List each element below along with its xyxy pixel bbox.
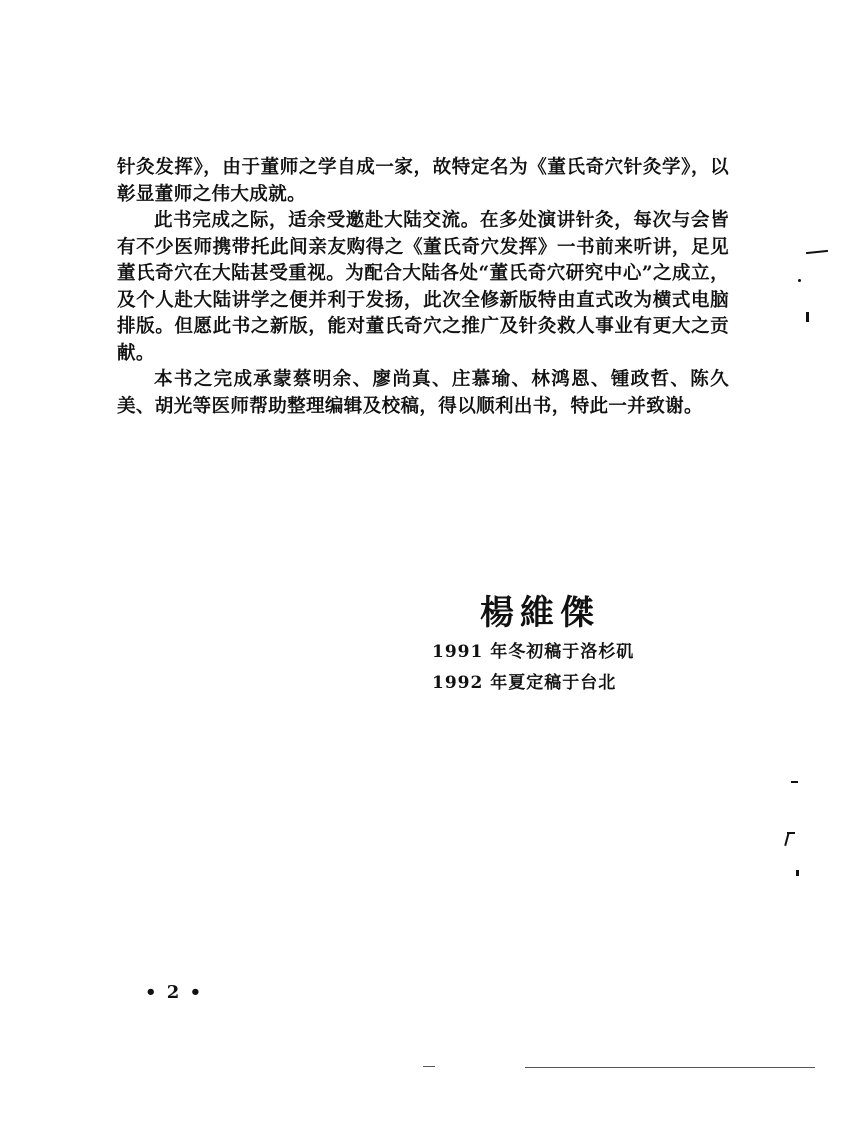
final-date-line: 1992 年夏定稿于台北 (432, 673, 617, 693)
page-number: • 2 • (145, 982, 204, 1003)
scan-artifact (791, 781, 798, 783)
scan-artifact (796, 870, 799, 876)
scan-artifact (806, 312, 809, 322)
paragraph-acknowledgements: 本书之完成承蒙蔡明余、廖尚真、庄慕瑜、林鸿恩、锺政哲、陈久美、胡光等医师帮助整理编辑及校稿，得以顺利出书，特此一并致谢。 (117, 369, 729, 417)
scan-artifact (798, 279, 801, 282)
paragraph-continuation: 针灸发挥》，由于董师之学自成一家，故特定名为《董氏奇穴针灸学》，以彰显董师之伟大成就。 (117, 157, 729, 205)
scan-artifact (787, 832, 795, 834)
paragraph-mainland-exchange: 此书完成之际，适余受邀赴大陆交流。在多处演讲针灸，每次与会皆有不少医师携带托此间亲友购得之《董氏奇穴发挥》一书前来听讲，足见董氏奇穴在大陆甚受重视。为配合大陆各处“董氏奇穴研究中心”之成立，及个人赴大陆讲学之便并利于发扬，此次全修新版特由直式改为横式电脑排版。但愿此书之新版，能对董氏奇穴之推广及针灸救人事业有更大之贡献。 (117, 210, 729, 364)
preface-body (117, 155, 729, 420)
scan-artifact (784, 832, 790, 846)
scan-bottom-edge (525, 1067, 815, 1068)
draft-date-line: 1991 年冬初稿于洛杉矶 (432, 642, 635, 662)
scan-bottom-edge (423, 1066, 435, 1067)
author-signature: 楊維傑 (480, 593, 600, 633)
scan-artifact (806, 250, 828, 254)
